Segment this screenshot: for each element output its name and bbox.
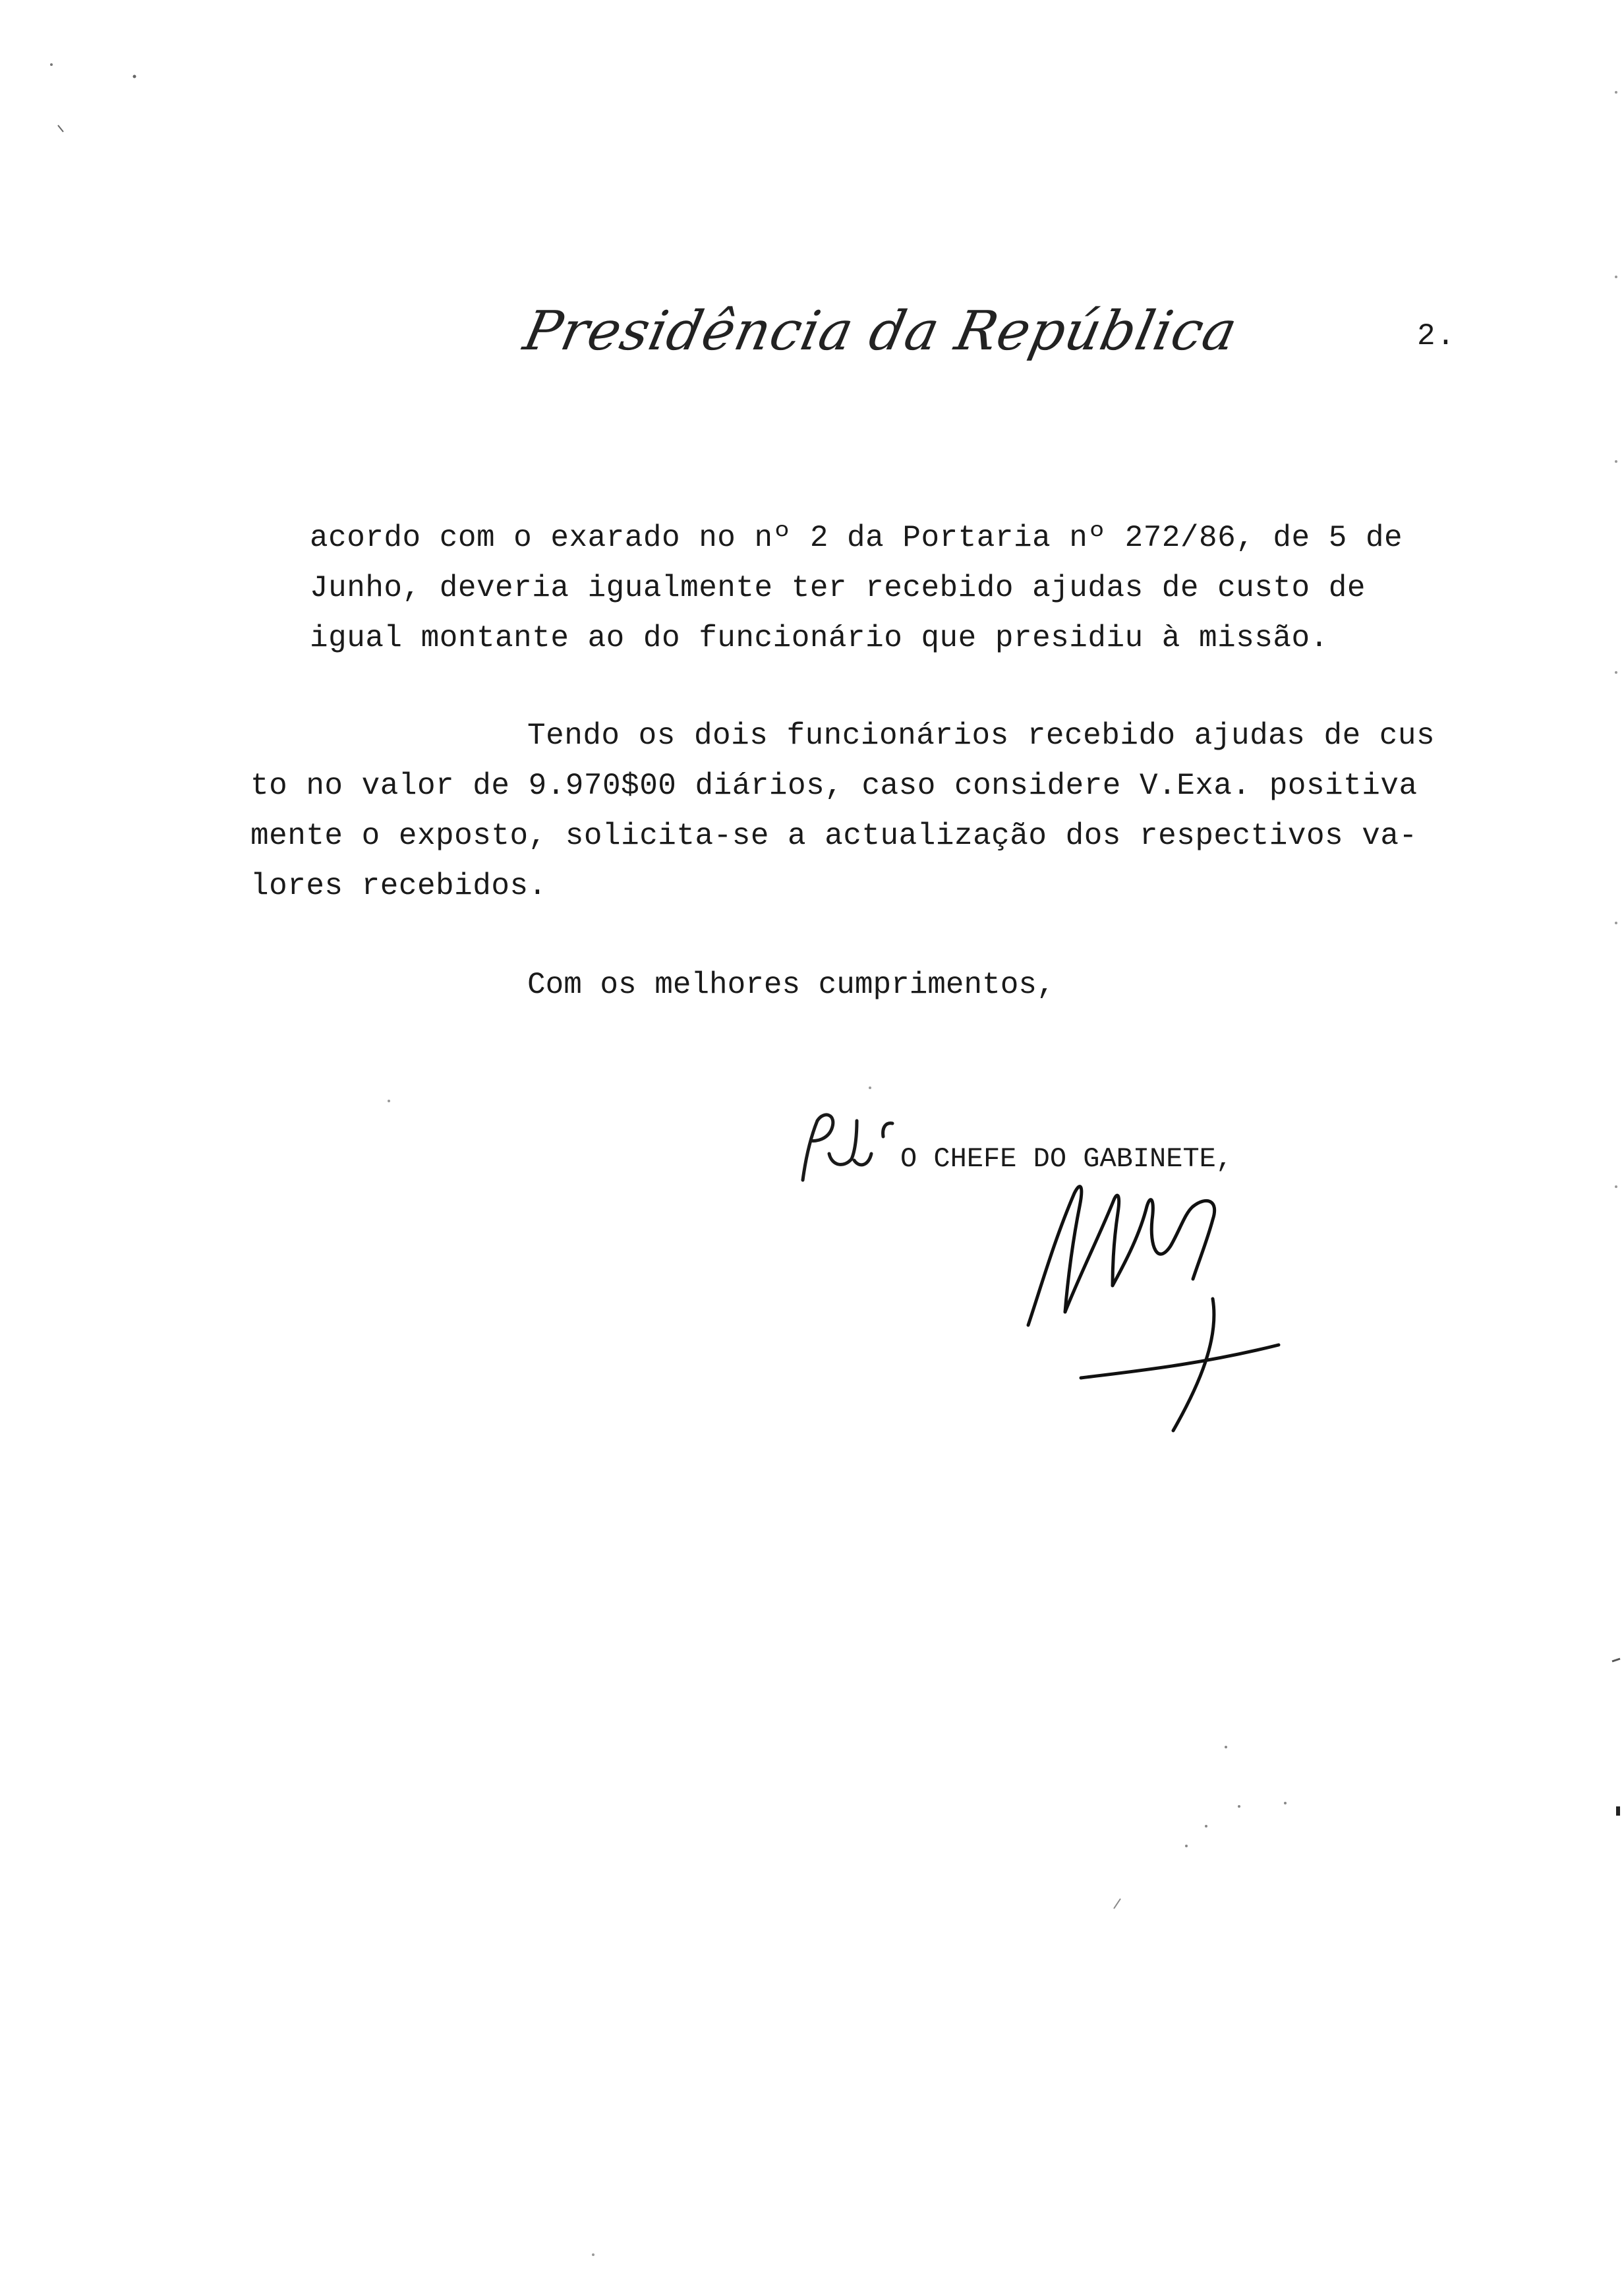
- svg-text:Presidência da República: Presidência da República: [518, 299, 1243, 363]
- letterhead-script-logo: [518, 290, 1243, 396]
- body-line: lores recebidos.: [250, 869, 547, 903]
- signatory-title: O CHEFE DO GABINETE,: [900, 1143, 1233, 1175]
- page-number: 2.: [1417, 319, 1457, 353]
- closing-salutation: Com os melhores cumprimentos,: [527, 968, 1055, 1002]
- body-line: Tendo os dois funcionários recebido ajudas de cus: [527, 719, 1436, 753]
- body-line: igual montante ao do funcionário que presidiu à missão.: [310, 621, 1329, 655]
- body-line: to no valor de 9.970$00 diários, caso considere V.Exa. positiva: [250, 769, 1418, 803]
- body-line: Junho, deveria igualmente ter recebido ajudas de custo de: [310, 571, 1366, 605]
- body-line: mente o exposto, solicita-se a actualização dos respectivos va-: [250, 819, 1418, 853]
- handwritten-initials: [791, 1108, 896, 1187]
- handwritten-signature: [1002, 1167, 1305, 1444]
- body-line: acordo com o exarado no nº 2 da Portaria nº 272/86, de 5 de: [310, 521, 1403, 555]
